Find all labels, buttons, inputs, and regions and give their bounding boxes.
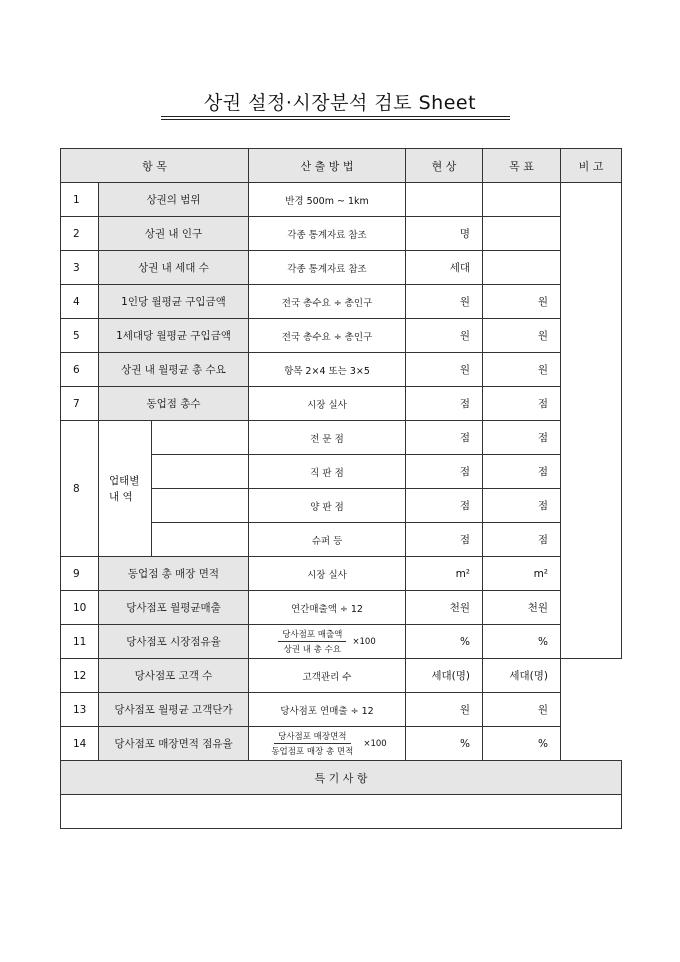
row-current[interactable]: 원 (406, 353, 483, 387)
row-current[interactable]: 점 (406, 387, 483, 421)
row-item: 상권 내 인구 (99, 217, 249, 251)
row-item: 상권의 범위 (99, 183, 249, 217)
row-item: 동업점 총 매장 면적 (99, 557, 249, 591)
row-target[interactable] (483, 183, 561, 217)
row-current[interactable]: 점 (406, 489, 483, 523)
row-target[interactable]: % (483, 625, 561, 659)
formula-denominator: 상권 내 총 수요 (283, 645, 341, 655)
fraction-formula (267, 730, 386, 757)
row-method: 전국 총수요 ÷ 총인구 (249, 319, 406, 353)
row-method-formula (249, 625, 406, 659)
table-row (61, 557, 622, 591)
business-type-input[interactable] (152, 421, 249, 455)
row-target[interactable]: 점 (483, 523, 561, 557)
business-type-label (99, 421, 152, 557)
business-type-input[interactable] (152, 523, 249, 557)
row-method-formula (249, 727, 406, 761)
row-current[interactable]: 점 (406, 455, 483, 489)
row-item: 1인당 월평균 구입금액 (99, 285, 249, 319)
row-current[interactable]: % (406, 625, 483, 659)
business-type-label-line1: 업태별 (109, 474, 140, 487)
row-method: 슈퍼 등 (249, 523, 406, 557)
row-number: 7 (61, 387, 99, 421)
row-target[interactable]: % (483, 727, 561, 761)
row-number: 9 (61, 557, 99, 591)
notes-body[interactable] (61, 795, 622, 829)
row-number: 6 (61, 353, 99, 387)
formula-multiplier: ×100 (352, 636, 376, 647)
page-title: 상권 설정·시장분석 검토 Sheet (203, 92, 477, 114)
header-current: 현 상 (406, 149, 483, 183)
table-row (61, 217, 622, 251)
table-row-market-share (61, 625, 622, 659)
row-number: 8 (61, 421, 99, 557)
row-method: 고객관리 수 (249, 659, 406, 693)
row-target[interactable]: 점 (483, 421, 561, 455)
row-method: 전국 총수요 ÷ 총인구 (249, 285, 406, 319)
table-row (61, 591, 622, 625)
review-sheet-table (60, 148, 622, 829)
row-number: 10 (61, 591, 99, 625)
table-row (61, 387, 622, 421)
row-current[interactable] (406, 183, 483, 217)
row-target[interactable]: 점 (483, 387, 561, 421)
business-type-input[interactable] (152, 455, 249, 489)
row-target[interactable]: m² (483, 557, 561, 591)
row-current[interactable]: 천원 (406, 591, 483, 625)
row-method: 연간매출액 ÷ 12 (249, 591, 406, 625)
row-number: 13 (61, 693, 99, 727)
row-method: 당사점포 연매출 ÷ 12 (249, 693, 406, 727)
formula-multiplier: ×100 (363, 738, 387, 749)
table-row (61, 693, 622, 727)
row-current[interactable]: % (406, 727, 483, 761)
row-current[interactable]: 세대 (406, 251, 483, 285)
notes-title: 특 기 사 항 (61, 761, 622, 795)
row-current[interactable]: 세대(명) (406, 659, 483, 693)
business-type-input[interactable] (152, 489, 249, 523)
formula-numerator: 당사점포 매장면적 (274, 730, 350, 744)
row-method: 양 판 점 (249, 489, 406, 523)
notes-header-row (61, 761, 622, 795)
row-current[interactable]: 점 (406, 421, 483, 455)
header-method: 산 출 방 법 (249, 149, 406, 183)
row-target[interactable]: 원 (483, 319, 561, 353)
row-number: 14 (61, 727, 99, 761)
row-target[interactable] (483, 251, 561, 285)
row-number: 2 (61, 217, 99, 251)
row-number: 5 (61, 319, 99, 353)
row-item: 1세대당 월평균 구입금액 (99, 319, 249, 353)
table-row-business-type (61, 421, 622, 455)
formula-numerator: 당사점포 매출액 (278, 628, 346, 642)
row-method: 반경 500m ~ 1km (249, 183, 406, 217)
table-row (61, 353, 622, 387)
row-current[interactable]: 원 (406, 319, 483, 353)
row-method: 직 판 점 (249, 455, 406, 489)
formula-denominator: 동업점포 매장 총 면적 (271, 747, 354, 757)
row-target[interactable] (483, 217, 561, 251)
fraction-formula (278, 628, 376, 655)
row-target[interactable]: 원 (483, 353, 561, 387)
row-item: 동업점 총수 (99, 387, 249, 421)
row-method: 시장 실사 (249, 557, 406, 591)
table-row (61, 319, 622, 353)
row-item: 당사점포 매장면적 점유율 (99, 727, 249, 761)
row-current[interactable]: 명 (406, 217, 483, 251)
row-current[interactable]: 점 (406, 523, 483, 557)
remark-cell[interactable] (561, 183, 622, 659)
row-method: 각종 통계자료 참조 (249, 251, 406, 285)
header-item: 항 목 (61, 149, 249, 183)
row-item: 상권 내 월평균 총 수요 (99, 353, 249, 387)
table-row (61, 183, 622, 217)
row-number: 3 (61, 251, 99, 285)
row-target[interactable]: 세대(명) (483, 659, 561, 693)
row-method: 각종 통계자료 참조 (249, 217, 406, 251)
table-row (61, 659, 622, 693)
notes-body-row (61, 795, 622, 829)
row-item: 당사점포 월평균 고객단가 (99, 693, 249, 727)
row-item: 당사점포 고객 수 (99, 659, 249, 693)
row-target[interactable]: 천원 (483, 591, 561, 625)
table-row-floor-share (61, 727, 622, 761)
row-item: 상권 내 세대 수 (99, 251, 249, 285)
table-row (61, 251, 622, 285)
row-number: 12 (61, 659, 99, 693)
header-remark: 비 고 (561, 149, 622, 183)
header-target: 목 표 (483, 149, 561, 183)
header-row (61, 149, 622, 183)
row-target[interactable]: 점 (483, 455, 561, 489)
row-target[interactable]: 원 (483, 693, 561, 727)
row-method: 전 문 점 (249, 421, 406, 455)
row-number: 1 (61, 183, 99, 217)
row-method: 시장 실사 (249, 387, 406, 421)
business-type-label-line2: 내 역 (109, 490, 133, 503)
row-item: 당사점포 월평균매출 (99, 591, 249, 625)
title-underline (161, 116, 510, 117)
row-number: 4 (61, 285, 99, 319)
row-target[interactable]: 원 (483, 285, 561, 319)
title-underline-second (161, 119, 510, 120)
table-row (61, 285, 622, 319)
row-current[interactable]: 원 (406, 693, 483, 727)
row-current[interactable]: 원 (406, 285, 483, 319)
row-item: 당사점포 시장점유율 (99, 625, 249, 659)
row-target[interactable]: 점 (483, 489, 561, 523)
row-method: 항목 2×4 또는 3×5 (249, 353, 406, 387)
row-number: 11 (61, 625, 99, 659)
row-current[interactable]: m² (406, 557, 483, 591)
